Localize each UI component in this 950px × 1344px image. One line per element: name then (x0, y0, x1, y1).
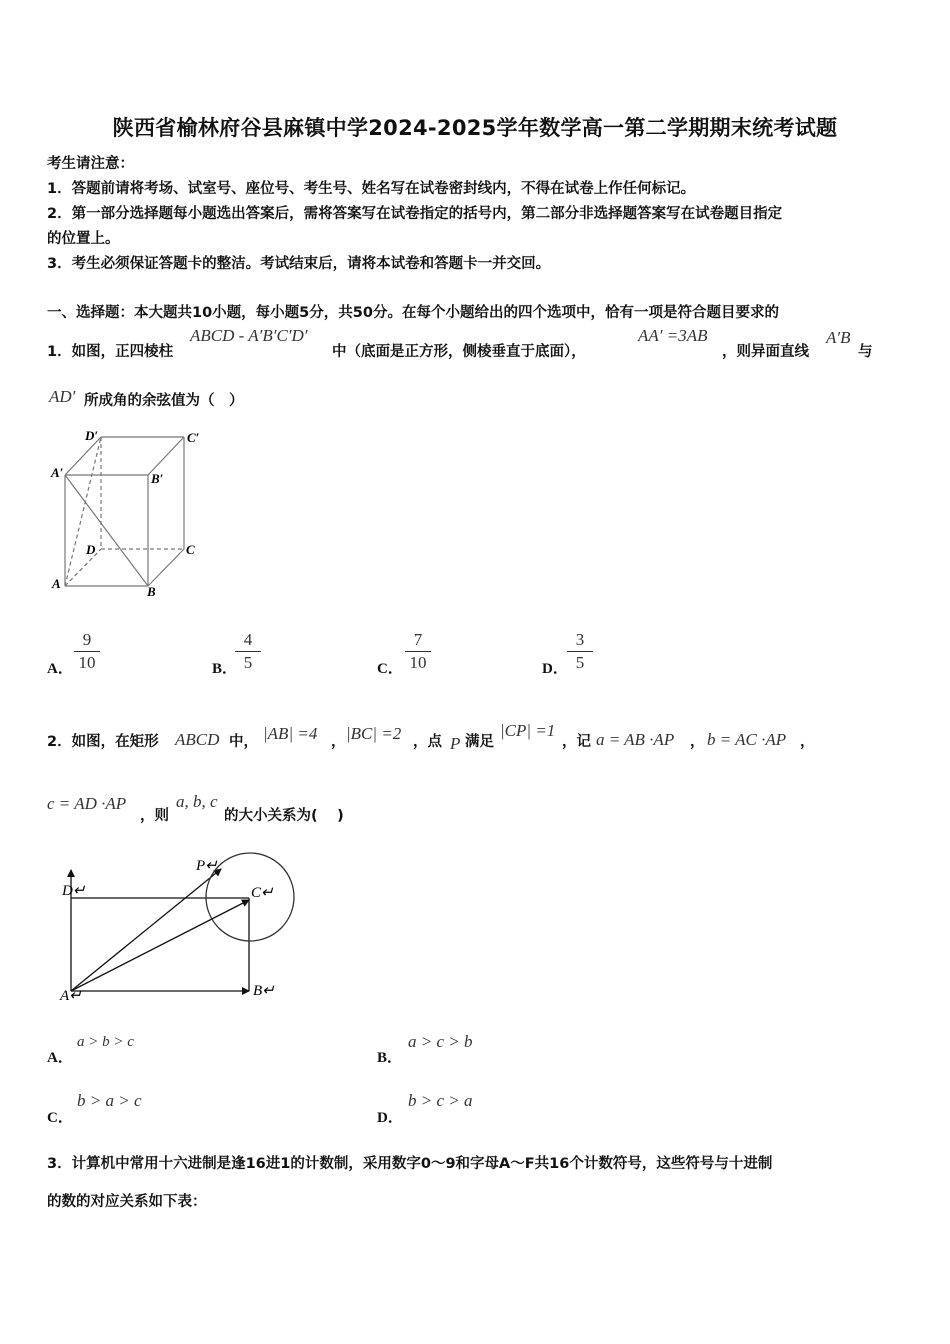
q2-option-d-letter: D． (377, 1110, 403, 1126)
notice-item-2a: 2．第一部分选择题每小题选出答案后，需将答案写在试卷指定的括号内，第二部分非选择题答案写在试卷题目指定 (47, 206, 783, 222)
q2-option-c-letter: C． (47, 1110, 73, 1126)
q2-a-def: a = AB ·AP (596, 730, 675, 749)
q2-ze: ，则 (140, 808, 169, 824)
q2-option-d[interactable]: b > c > a (408, 1091, 473, 1110)
section-header: 一、选择题：本大题共10小题，每小题5分，共50分。在每个小题给出的四个选项中，恰有一项是符合题目要求的 (47, 305, 779, 321)
q1-mid: 中（底面是正方形，侧棱垂直于底面）， (332, 344, 586, 360)
q2-rectangle-figure (55, 845, 305, 1010)
q1-option-d-letter: D． (542, 661, 568, 677)
q1-option-b-den: 5 (243, 653, 253, 672)
q1-option-c-letter: C． (377, 661, 403, 677)
notice-item-2b: 的位置上。 (47, 231, 120, 247)
q2-option-b-letter: B． (377, 1050, 403, 1066)
fig1-label-d: D (86, 542, 96, 557)
q2-option-b[interactable]: a > c > b (408, 1032, 473, 1051)
q3-line-1: 3．计算机中常用十六进制是逢16进1的计数制，采用数字0～9和字母A～F共16个计数符号，这些符号与十进制 (47, 1156, 773, 1172)
q2-ab-length: |AB| =4 (263, 724, 318, 743)
fig1-label-ap: A′ (51, 465, 64, 480)
fig2-label-c: C↵ (251, 885, 274, 901)
fig2-label-b: B↵ (253, 983, 275, 999)
q1-option-b-num: 4 (243, 630, 253, 649)
q2-cp-length: |CP| =1 (500, 721, 556, 740)
q2-ask: 的大小关系为( ) (224, 808, 344, 824)
q3-line-2: 的数的对应关系如下表： (47, 1194, 207, 1210)
q1-option-c-den: 10 (409, 653, 427, 672)
fig1-label-bp: B′ (151, 471, 164, 486)
fig1-label-c: C (186, 542, 195, 557)
page-title: 陕西省榆林府谷县麻镇中学2024-2025学年数学高一第二学期期末统考试题 (112, 116, 838, 140)
q1-prism: ABCD - A′B′C′D′ (190, 326, 308, 345)
q2-abc: a, b, c (176, 792, 218, 811)
q1-option-b-letter: B． (212, 661, 238, 677)
notice-item-1: 1．答题前请将考场、试室号、座位号、考生号、姓名写在试卷密封线内，不得在试卷上作任何标记。 (47, 181, 696, 197)
q2-zhong: 中， (229, 734, 258, 750)
q2-dian: ，点 (413, 734, 442, 750)
q1-option-b[interactable] (233, 630, 263, 673)
q2-option-c[interactable]: b > a > c (77, 1091, 142, 1110)
q1-line-2: AD′ (49, 387, 76, 406)
q1-line-1: A′B (826, 328, 851, 347)
q1-option-a-num: 9 (82, 630, 92, 649)
q2-option-a[interactable]: a > b > c (77, 1034, 134, 1050)
q2-b-def: b = AC ·AP (707, 730, 787, 749)
q2-rect: ABCD (175, 730, 220, 749)
fig1-label-dp: D′ (85, 428, 99, 443)
q1-ask: 所成角的余弦值为（ ） (84, 393, 244, 409)
q1-option-c[interactable] (403, 630, 433, 673)
q1-condition: AA′ =3AB (638, 326, 708, 345)
notice-item-3: 3．考生必须保证答题卡的整洁。考试结束后，请将本试卷和答题卡一并交回。 (47, 256, 551, 272)
q2-manzu: 满足 (465, 734, 494, 750)
q1-option-d-num: 3 (575, 630, 585, 649)
fig1-label-b: B (147, 584, 156, 599)
fig2-label-a: A↵ (60, 988, 82, 1004)
q1-option-d[interactable] (565, 630, 595, 673)
fig1-label-a: A (52, 576, 61, 591)
q2-option-a-letter: A． (47, 1050, 73, 1066)
q2-c-def: c = AD ·AP (47, 794, 127, 813)
q1-option-a-letter: A． (47, 661, 73, 677)
fig2-label-d: D↵ (62, 883, 86, 899)
q1-with: 与 (858, 344, 873, 360)
fig1-label-cp: C′ (187, 430, 200, 445)
q1-option-a[interactable] (72, 630, 102, 673)
q2-bc-length: |BC| =2 (346, 724, 402, 743)
q1-option-d-den: 5 (575, 653, 585, 672)
q1-option-a-den: 10 (78, 653, 96, 672)
fig2-label-p: P↵ (196, 858, 218, 874)
q1-prefix: 1．如图，正四棱柱 (47, 344, 174, 360)
q2-ji: ，记 (562, 734, 591, 750)
q2-point-p: P (450, 734, 461, 753)
q1-option-c-num: 7 (413, 630, 423, 649)
q1-then: ，则异面直线 (722, 344, 809, 360)
notice-heading: 考生请注意： (47, 156, 134, 172)
q2-prefix: 2．如图，在矩形 (47, 734, 159, 750)
q1-prism-figure (40, 420, 220, 605)
